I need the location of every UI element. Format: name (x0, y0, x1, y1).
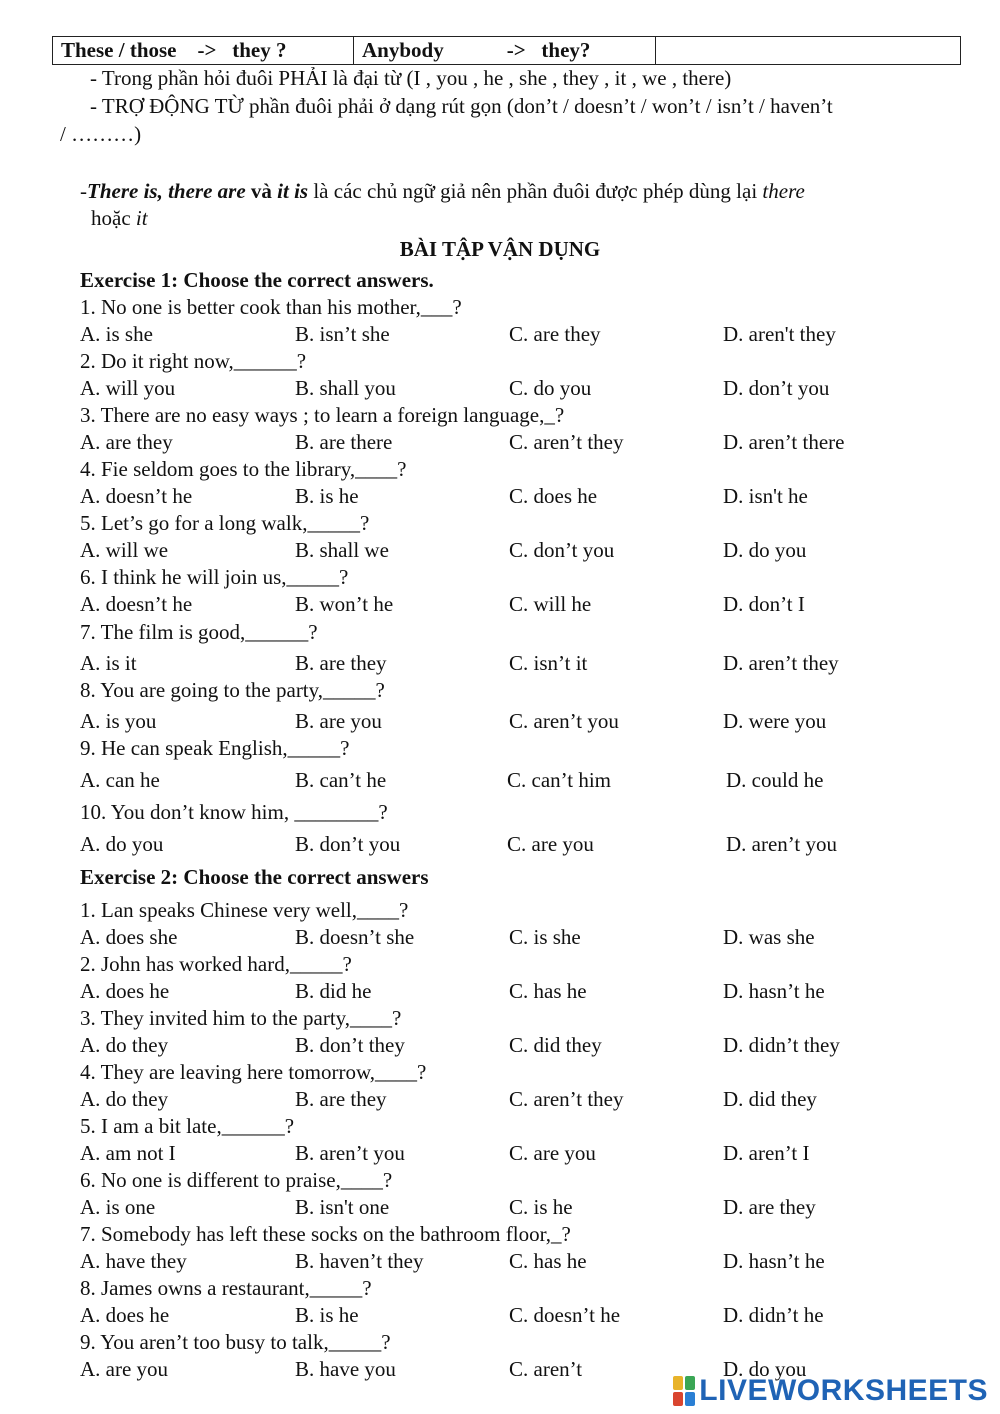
answer-option-a[interactable]: A. is one (80, 1195, 156, 1219)
liveworksheets-logo (673, 1374, 988, 1408)
answer-option-d[interactable]: D. hasn’t he (723, 1249, 825, 1273)
answer-option-d[interactable]: D. isn't he (723, 484, 808, 508)
answer-option-c[interactable]: C. are you (509, 1141, 596, 1165)
question-text: 9. He can speak English,_____? (80, 736, 350, 760)
question-text: 3. There are no easy ways ; to learn a foreign language,_? (80, 403, 565, 427)
answer-option-b[interactable]: B. isn't one (295, 1195, 390, 1219)
answer-option-a[interactable]: A. do you (80, 832, 164, 856)
answer-option-b[interactable]: B. are there (295, 430, 393, 454)
liveworksheets-wordmark: LIVEWORKSHEETS (699, 1374, 988, 1407)
question-text: 10. You don’t know him, ________? (80, 800, 388, 824)
answer-option-a[interactable]: A. have they (80, 1249, 187, 1273)
answer-option-d[interactable]: D. did they (723, 1087, 817, 1111)
answer-option-c[interactable]: C. will he (509, 592, 592, 616)
answer-option-d[interactable]: D. could he (726, 768, 824, 792)
answer-option-d[interactable]: D. aren’t they (723, 651, 839, 675)
answer-option-c[interactable]: C. did they (509, 1033, 602, 1057)
answer-option-d[interactable]: D. don’t you (723, 376, 830, 400)
answer-option-c[interactable]: C. doesn’t he (509, 1303, 621, 1327)
answer-option-b[interactable]: B. shall you (295, 376, 396, 400)
answer-option-d[interactable]: D. do you (723, 1357, 807, 1381)
answer-option-a[interactable]: A. can he (80, 768, 160, 792)
answer-option-d[interactable]: D. are they (723, 1195, 816, 1219)
answer-option-d[interactable]: D. were you (723, 709, 827, 733)
answer-option-b[interactable]: B. is he (295, 484, 359, 508)
answer-option-b[interactable]: B. can’t he (295, 768, 387, 792)
answer-option-c[interactable]: C. aren’t they (509, 430, 624, 454)
question-text: 6. I think he will join us,_____? (80, 565, 349, 589)
answer-option-c[interactable]: C. do you (509, 376, 592, 400)
answer-option-a[interactable]: A. do they (80, 1087, 169, 1111)
answer-option-d[interactable]: D. aren’t I (723, 1141, 810, 1165)
question-text: 8. James owns a restaurant,_____? (80, 1276, 372, 1300)
answer-option-b[interactable]: B. doesn’t she (295, 925, 415, 949)
answer-option-c[interactable]: C. is he (509, 1195, 573, 1219)
question-text: 5. Let’s go for a long walk,_____? (80, 511, 370, 535)
answer-option-a[interactable]: A. is it (80, 651, 137, 675)
answer-option-d[interactable]: D. hasn’t he (723, 979, 825, 1003)
question-text: 6. No one is different to praise,____? (80, 1168, 393, 1192)
question-text: 7. The film is good,______? (80, 620, 318, 644)
note-dummy-subjects-line1: -There is, there are và it is là các chủ ngữ giả nên phần đuôi được phép dùng lại there (80, 179, 805, 203)
note-dummy-subjects-line2: hoặc it (91, 206, 148, 230)
question-text: 4. Fie seldom goes to the library,____? (80, 457, 407, 481)
liveworksheets-logo-icon (673, 1376, 695, 1406)
answer-option-c[interactable]: C. has he (509, 979, 587, 1003)
answer-option-c[interactable]: C. aren’t (509, 1357, 583, 1381)
answer-option-b[interactable]: B. are you (295, 709, 382, 733)
answer-option-d[interactable]: D. do you (723, 538, 807, 562)
answer-option-c[interactable]: C. aren’t you (509, 709, 619, 733)
section-title: BÀI TẬP VẬN DỤNG (399, 237, 601, 261)
question-text: 4. They are leaving here tomorrow,____? (80, 1060, 427, 1084)
answer-option-b[interactable]: B. have you (295, 1357, 396, 1381)
question-text: 7. Somebody has left these socks on the bathroom floor,_? (80, 1222, 571, 1246)
question-text: 1. No one is better cook than his mother,___? (80, 295, 462, 319)
note-auxiliary-line2: / ………) (60, 122, 142, 146)
answer-option-b[interactable]: B. did he (295, 979, 372, 1003)
table-cell-these-those: These / those -> they ? (53, 37, 354, 65)
answer-option-d[interactable]: D. aren’t you (726, 832, 837, 856)
answer-option-d[interactable]: D. don’t I (723, 592, 805, 616)
answer-option-a[interactable]: A. does he (80, 1303, 170, 1327)
answer-option-d[interactable]: D. aren't they (723, 322, 836, 346)
answer-option-c[interactable]: C. isn’t it (509, 651, 588, 675)
answer-option-b[interactable]: B. are they (295, 1087, 387, 1111)
pronoun-reference-table (52, 36, 961, 65)
answer-option-d[interactable]: D. aren’t there (723, 430, 845, 454)
answer-option-a[interactable]: A. are you (80, 1357, 169, 1381)
question-text: 5. I am a bit late,______? (80, 1114, 295, 1138)
exercise2-heading: Exercise 2: Choose the correct answers (80, 865, 429, 889)
answer-option-c[interactable]: C. are they (509, 322, 601, 346)
table-cell-anybody: Anybody -> they? (354, 37, 656, 65)
answer-option-a[interactable]: A. does she (80, 925, 178, 949)
answer-option-c[interactable]: C. are you (507, 832, 594, 856)
answer-option-b[interactable]: B. isn’t she (295, 322, 390, 346)
answer-option-a[interactable]: A. doesn’t he (80, 592, 193, 616)
answer-option-b[interactable]: B. haven’t they (295, 1249, 424, 1273)
question-text: 3. They invited him to the party,____? (80, 1006, 402, 1030)
answer-option-a[interactable]: A. will we (80, 538, 169, 562)
table-cell-empty (656, 37, 961, 65)
answer-option-a[interactable]: A. is you (80, 709, 157, 733)
answer-option-b[interactable]: B. don’t they (295, 1033, 405, 1057)
answer-option-d[interactable]: D. was she (723, 925, 815, 949)
answer-option-c[interactable]: C. don’t you (509, 538, 615, 562)
question-text: 2. Do it right now,______? (80, 349, 307, 373)
note-tag-pronoun: - Trong phần hỏi đuôi PHẢI là đại từ (I , you , he , she , they , it , we , there) (90, 66, 732, 90)
exercise1-heading: Exercise 1: Choose the correct answers. (80, 268, 434, 292)
answer-option-c[interactable]: C. is she (509, 925, 581, 949)
answer-option-b[interactable]: B. is he (295, 1303, 359, 1327)
question-text: 2. John has worked hard,_____? (80, 952, 352, 976)
answer-option-c[interactable]: C. can’t him (507, 768, 612, 792)
answer-option-d[interactable]: D. didn’t he (723, 1303, 824, 1327)
question-text: 1. Lan speaks Chinese very well,____? (80, 898, 409, 922)
answer-option-c[interactable]: C. does he (509, 484, 598, 508)
answer-option-a[interactable]: A. do they (80, 1033, 169, 1057)
answer-option-b[interactable]: B. aren’t you (295, 1141, 405, 1165)
answer-option-b[interactable]: B. shall we (295, 538, 389, 562)
answer-option-a[interactable]: A. will you (80, 376, 176, 400)
answer-option-a[interactable]: A. does he (80, 979, 170, 1003)
answer-option-c[interactable]: C. has he (509, 1249, 587, 1273)
answer-option-b[interactable]: B. are they (295, 651, 387, 675)
answer-option-b[interactable]: B. don’t you (295, 832, 401, 856)
answer-option-d[interactable]: D. didn’t they (723, 1033, 840, 1057)
question-text: 8. You are going to the party,_____? (80, 678, 385, 702)
question-text: 9. You aren’t too busy to talk,_____? (80, 1330, 391, 1354)
note-auxiliary-line1: - TRỢ ĐỘNG TỪ phần đuôi phải ở dạng rút gọn (don’t / doesn’t / won’t / isn’t / haven’t (90, 94, 833, 118)
answer-option-c[interactable]: C. aren’t they (509, 1087, 624, 1111)
answer-option-a[interactable]: A. is she (80, 322, 153, 346)
answer-option-a[interactable]: A. are they (80, 430, 173, 454)
answer-option-a[interactable]: A. am not I (80, 1141, 176, 1165)
answer-option-a[interactable]: A. doesn’t he (80, 484, 193, 508)
answer-option-b[interactable]: B. won’t he (295, 592, 394, 616)
